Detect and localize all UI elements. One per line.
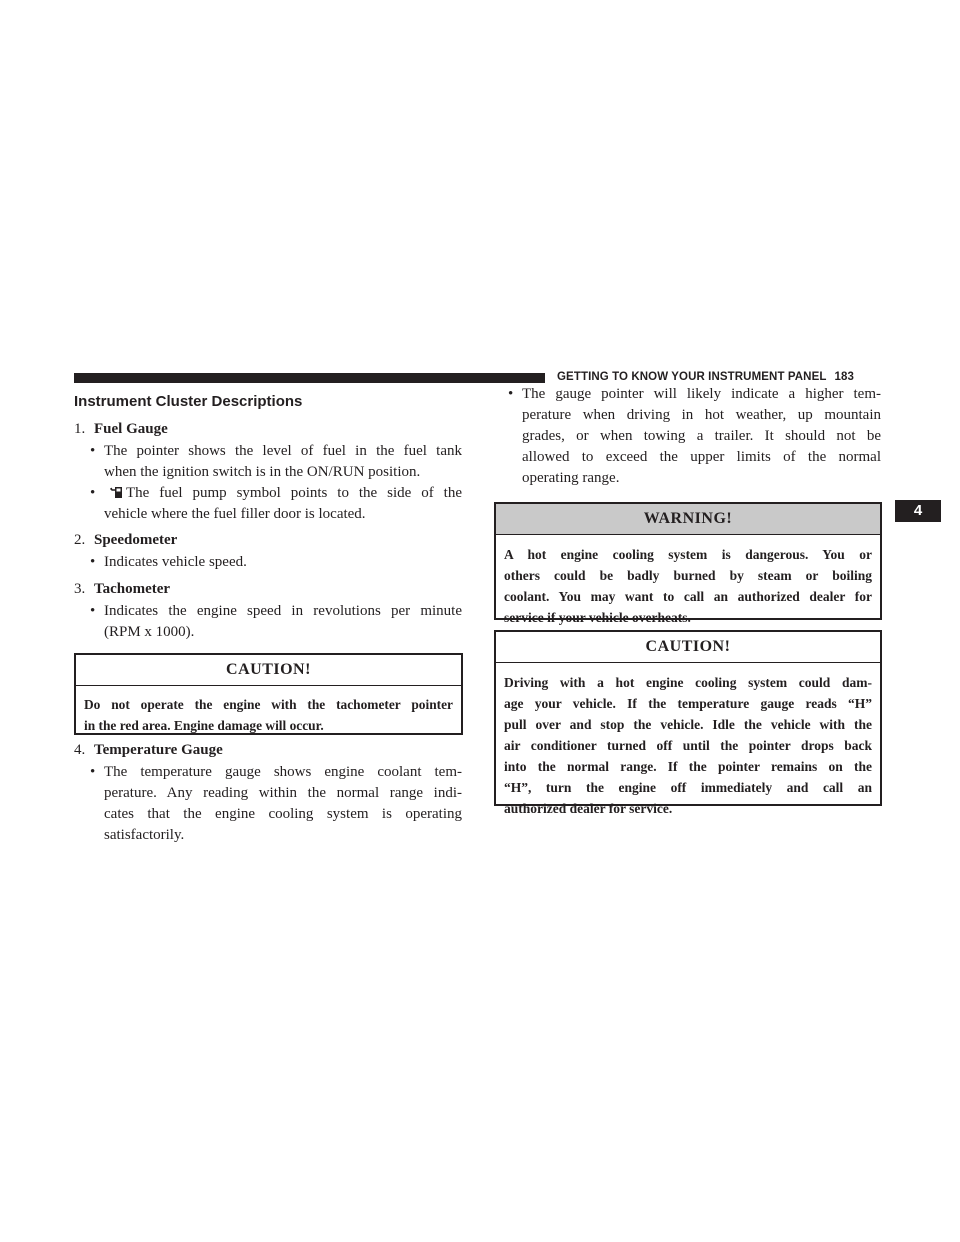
bullet-line: allowed to exceed the upper limits of the normal xyxy=(522,449,881,465)
warning-text xyxy=(496,535,880,628)
fuel-pump-icon xyxy=(110,485,124,499)
bullet-line-with-icon xyxy=(104,483,462,504)
item-number: 2. xyxy=(74,532,86,548)
warning-line: coolant. You may want to call an authorized dealer for xyxy=(504,589,872,604)
warning-title: WARNING! xyxy=(496,504,880,535)
bullet-line: Indicates vehicle speed. xyxy=(104,554,247,570)
item-speedometer xyxy=(74,532,177,549)
header-rule xyxy=(74,373,545,383)
item-fuel-gauge xyxy=(74,421,168,438)
bullet-line: satisfactorily. xyxy=(104,827,185,843)
bullet-line: Indicates the engine speed in revolutions per minute xyxy=(104,603,462,619)
caution-box-tachometer xyxy=(74,653,463,735)
bullet-line: operating range. xyxy=(522,470,620,486)
bullet-dot: • xyxy=(90,554,96,570)
bullet-dot: • xyxy=(508,386,514,402)
item-number: 4. xyxy=(74,742,86,758)
warning-line: service if your vehicle overheats. xyxy=(504,610,691,625)
bullet-line: perature when driving in hot weather, up mountain xyxy=(522,407,881,423)
caution-text xyxy=(76,686,461,736)
chapter-tab: 4 xyxy=(895,500,941,522)
bullet-text: The fuel pump symbol points to the side of the xyxy=(126,485,462,501)
bullet-line: vehicle where the fuel filler door is located. xyxy=(104,506,366,522)
caution-title: CAUTION! xyxy=(76,655,461,686)
section-title: GETTING TO KNOW YOUR INSTRUMENT PANEL xyxy=(557,371,827,383)
bullet-line: (RPM x 1000). xyxy=(104,624,195,640)
item-number: 1. xyxy=(74,421,86,437)
bullet-speed xyxy=(90,552,462,573)
warning-box xyxy=(494,502,882,625)
caution-line: “H”, turn the engine off immediately and call an xyxy=(504,780,872,795)
caution-line: age your vehicle. If the temperature gauge reads “H” xyxy=(504,696,872,711)
caution-line: authorized dealer for service. xyxy=(504,801,673,816)
item-title: Fuel Gauge xyxy=(94,421,168,437)
warning-line: A hot engine cooling system is dangerous. You or xyxy=(504,547,872,562)
caution-line: into the normal range. If the pointer remains on the xyxy=(504,759,872,774)
caution-box-overheat xyxy=(494,630,882,816)
bullet-gauge-pointer xyxy=(508,384,881,489)
page-number: 183 xyxy=(834,371,854,383)
bullet-dot: • xyxy=(90,603,96,619)
caution-text xyxy=(496,663,880,819)
bullet-line: grades, or when towing a trailer. It should not be xyxy=(522,428,881,444)
bullet-fuel-level xyxy=(90,441,462,483)
bullet-line: perature. Any reading within the normal range indi- xyxy=(104,785,462,801)
caution-line: air conditioner turned off until the pointer drops back xyxy=(504,738,872,753)
caution-line: in the red area. Engine damage will occur. xyxy=(84,718,324,733)
caution-line: Do not operate the engine with the tachometer pointer xyxy=(84,697,453,712)
bullet-dot: • xyxy=(90,764,96,780)
bullet-line: when the ignition switch is in the ON/RUN position. xyxy=(104,464,421,480)
item-tachometer xyxy=(74,581,170,598)
bullet-line: The pointer shows the level of fuel in the fuel tank xyxy=(104,443,462,459)
caution-line: pull over and stop the vehicle. Idle the vehicle with the xyxy=(504,717,872,732)
bullet-dot: • xyxy=(90,443,96,459)
bullet-line: The gauge pointer will likely indicate a higher tem- xyxy=(522,386,881,402)
bullet-rpm xyxy=(90,601,462,643)
section-heading: Instrument Cluster Descriptions xyxy=(74,393,303,410)
bullet-dot: • xyxy=(90,485,96,501)
bullet-fuel-pump xyxy=(90,483,462,525)
bullet-temperature xyxy=(90,762,462,846)
caution-line: Driving with a hot engine cooling system could dam- xyxy=(504,675,872,690)
item-title: Speedometer xyxy=(94,532,178,548)
bullet-line: cates that the engine cooling system is operating xyxy=(104,806,462,822)
item-temperature-gauge xyxy=(74,742,223,759)
item-title: Temperature Gauge xyxy=(94,742,223,758)
item-number: 3. xyxy=(74,581,86,597)
running-header xyxy=(557,371,854,383)
item-title: Tachometer xyxy=(94,581,171,597)
warning-line: others could be badly burned by steam or boiling xyxy=(504,568,872,583)
caution-title: CAUTION! xyxy=(496,632,880,663)
bullet-line: The temperature gauge shows engine coolant tem- xyxy=(104,764,462,780)
